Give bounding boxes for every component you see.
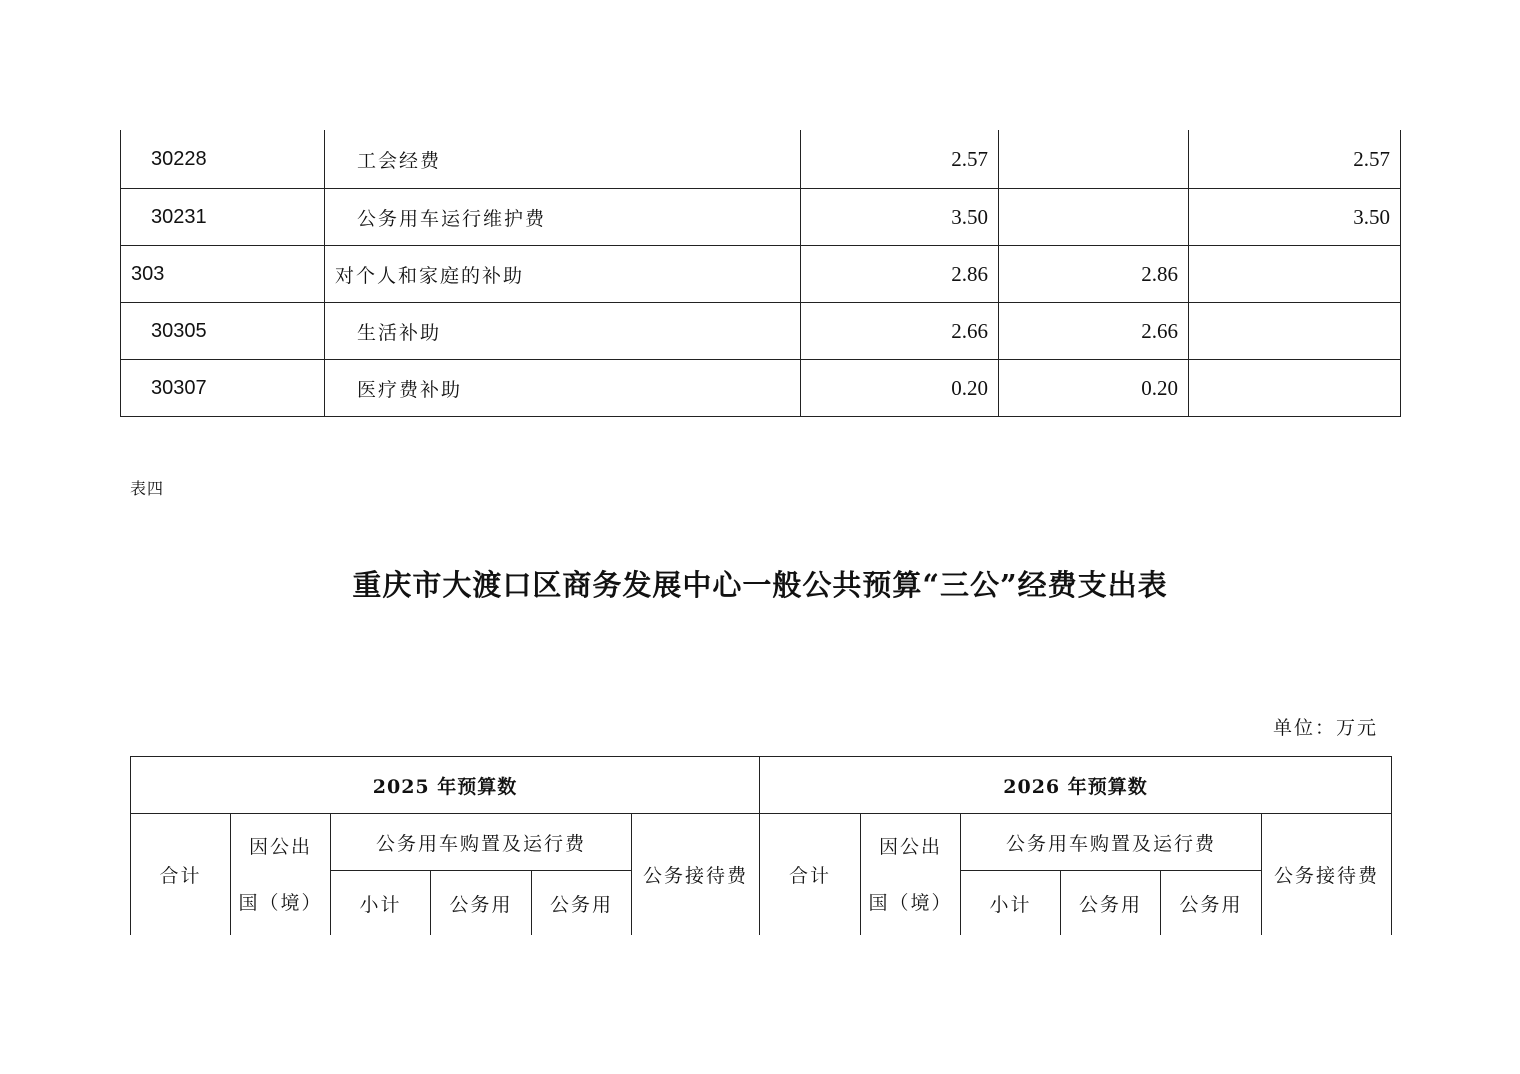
- vehicle-purchase-header-2026: 公务用: [1061, 871, 1161, 936]
- row-basic: [999, 130, 1189, 189]
- subtotal-header-2026: 小计: [961, 871, 1061, 936]
- row-project: [1189, 246, 1401, 303]
- row-project: 2.57: [1189, 130, 1401, 189]
- year-2026-header: 2026 年预算数: [760, 757, 1392, 814]
- abroad-line2: 国（境）: [238, 891, 323, 914]
- vehicle-operation-header-2025: 公务用: [532, 871, 632, 936]
- table-row: [121, 303, 1401, 360]
- row-code: 303: [121, 246, 325, 303]
- row-code: 30228: [121, 130, 325, 189]
- table-label: 表四: [130, 479, 165, 498]
- vehicle-header-2026: 公务用车购置及运行费: [961, 814, 1262, 871]
- abroad-header-2025: [231, 814, 331, 936]
- row-project: 3.50: [1189, 189, 1401, 246]
- total-header-2025: 合计: [131, 814, 231, 936]
- row-basic: [999, 189, 1189, 246]
- table-row: [121, 189, 1401, 246]
- abroad-header-2026: [861, 814, 961, 936]
- row-basic: 2.66: [999, 303, 1189, 360]
- row-name: 工会经费: [325, 130, 801, 189]
- subtotal-header-2025: 小计: [331, 871, 431, 936]
- row-total: 3.50: [801, 189, 999, 246]
- row-code: 30305: [121, 303, 325, 360]
- row-basic: 2.86: [999, 246, 1189, 303]
- vehicle-header-2025: 公务用车购置及运行费: [331, 814, 632, 871]
- expense-detail-table: [120, 130, 1401, 417]
- table-row: [121, 130, 1401, 189]
- reception-header-2025: 公务接待费: [632, 814, 760, 936]
- row-project: [1189, 360, 1401, 417]
- vehicle-operation-header-2026: 公务用: [1161, 871, 1262, 936]
- row-name: 医疗费补助: [325, 360, 801, 417]
- row-project: [1189, 303, 1401, 360]
- row-total: 2.86: [801, 246, 999, 303]
- three-public-expense-table: [130, 756, 1392, 935]
- row-name: 对个人和家庭的补助: [325, 246, 801, 303]
- total-header-2026: 合计: [760, 814, 861, 936]
- abroad-line1: 因公出: [878, 835, 942, 858]
- row-name: 生活补助: [325, 303, 801, 360]
- abroad-line2: 国（境）: [868, 891, 953, 914]
- unit-label: 单位：万元: [1272, 717, 1378, 739]
- row-total: 2.57: [801, 130, 999, 189]
- row-total: 2.66: [801, 303, 999, 360]
- page-title: 重庆市大渡口区商务发展中心一般公共预算“三公”经费支出表: [352, 568, 1168, 602]
- row-basic: 0.20: [999, 360, 1189, 417]
- row-code: 30231: [121, 189, 325, 246]
- reception-header-2026: 公务接待费: [1262, 814, 1392, 936]
- abroad-line1: 因公出: [248, 835, 312, 858]
- table-row: [121, 246, 1401, 303]
- table-row: [121, 360, 1401, 417]
- year-2025-header: 2025 年预算数: [131, 757, 760, 814]
- row-name: 公务用车运行维护费: [325, 189, 801, 246]
- row-code: 30307: [121, 360, 325, 417]
- row-total: 0.20: [801, 360, 999, 417]
- vehicle-purchase-header-2025: 公务用: [431, 871, 532, 936]
